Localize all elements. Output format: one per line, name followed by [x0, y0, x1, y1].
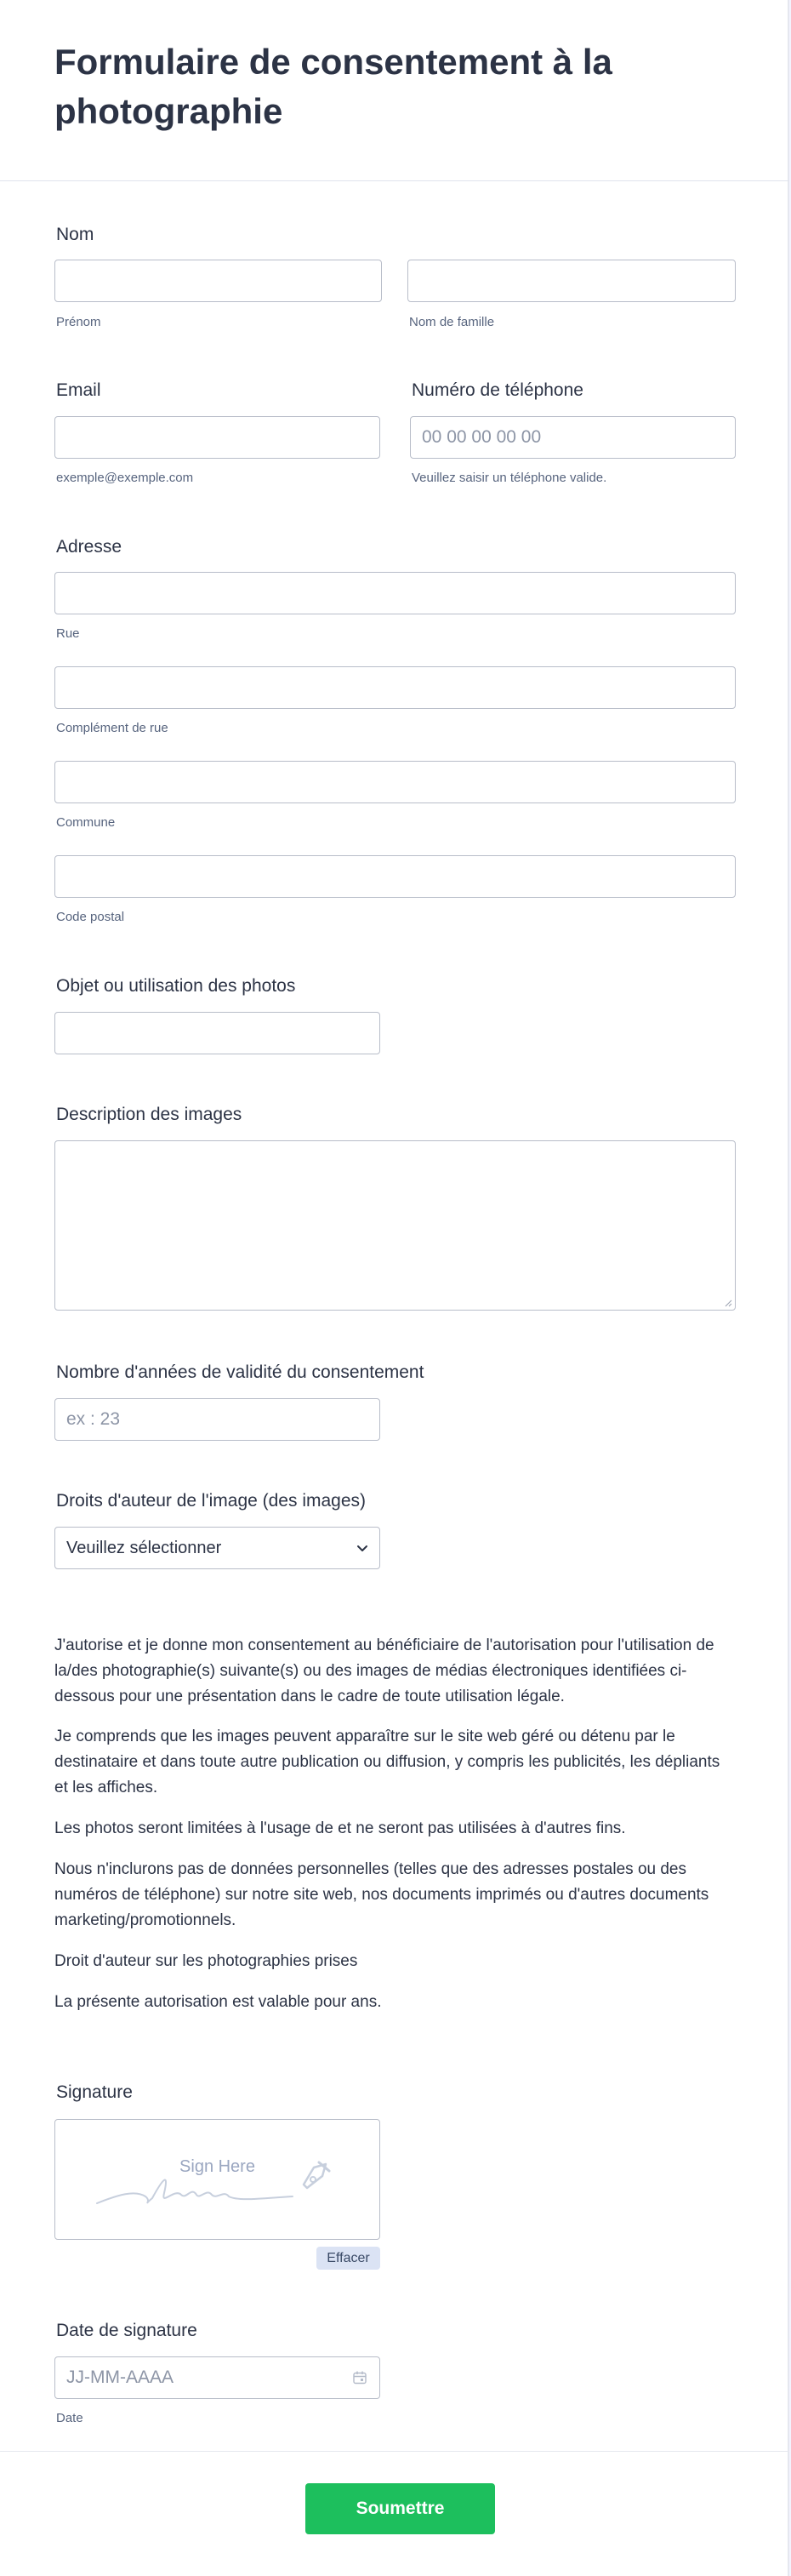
signature-hint: Sign Here — [179, 2157, 255, 2176]
email-label: Email — [56, 380, 101, 400]
description-label: Description des images — [56, 1105, 242, 1124]
city-input[interactable] — [54, 761, 736, 803]
last-name-input[interactable] — [407, 260, 736, 302]
purpose-input[interactable] — [54, 1012, 380, 1054]
email-input[interactable] — [54, 416, 380, 459]
years-input[interactable] — [54, 1398, 380, 1441]
zip-input[interactable] — [54, 855, 736, 898]
submit-button[interactable]: Soumettre — [305, 2483, 495, 2534]
name-label: Nom — [56, 225, 94, 244]
phone-sublabel: Veuillez saisir un téléphone valide. — [412, 471, 607, 485]
consent-paragraph-6: La présente autorisation est valable pour ans. — [54, 1993, 382, 2011]
street2-sublabel: Complément de rue — [56, 721, 168, 735]
form-header — [0, 0, 789, 181]
copyright-label: Droits d'auteur de l'image (des images) — [56, 1491, 367, 1511]
purpose-label: Objet ou utilisation des photos — [56, 976, 296, 996]
consent-paragraph-2: Je comprends que les images peuvent apparaître sur le site web géré ou détenu par le destinataire et dans toute autre publication ou diffusion, y compris les publicités, les dépliants et les affiches. — [54, 1728, 720, 1796]
address-label: Adresse — [56, 537, 122, 557]
first-name-sublabel: Prénom — [56, 315, 101, 329]
first-name-input[interactable] — [54, 260, 382, 302]
sign-date-input[interactable] — [54, 2356, 380, 2399]
chevron-down-icon — [356, 1541, 369, 1555]
years-placeholder: ex : 23 — [66, 1409, 121, 1429]
consent-paragraph-5: Droit d'auteur sur les photographies prises — [54, 1952, 358, 1970]
copyright-selected: Veuillez sélectionner — [66, 1539, 222, 1557]
page-title: Formulaire de consentement à la photographie — [54, 42, 612, 131]
sign-date-label: Date de signature — [56, 2321, 197, 2340]
clear-signature-button[interactable]: Effacer — [316, 2247, 380, 2270]
sign-date-placeholder: JJ-MM-AAAA — [66, 2368, 174, 2387]
signature-label: Signature — [56, 2082, 133, 2102]
copyright-select[interactable] — [54, 1527, 380, 1569]
years-label: Nombre d'années de validité du consentement — [56, 1362, 424, 1382]
footer-divider — [0, 2451, 789, 2452]
email-sublabel: exemple@exemple.com — [56, 471, 194, 485]
calendar-icon[interactable] — [352, 2370, 367, 2385]
street2-input[interactable] — [54, 666, 736, 709]
pen-nib-icon — [297, 2159, 334, 2193]
phone-label: Numéro de téléphone — [412, 380, 583, 400]
zip-sublabel: Code postal — [56, 910, 125, 924]
signature-pad[interactable] — [54, 2119, 380, 2240]
sign-date-sublabel: Date — [56, 2411, 83, 2425]
phone-input[interactable] — [410, 416, 736, 459]
consent-paragraph-1: J'autorise et je donne mon consentement au bénéficiaire de l'autorisation pour l'utilisation de la/des photographie(s) suivante(s) ou des images de médias électroniques identifiées ci-dessous pour une présentation dans le cadre de toute utilisation légale. — [54, 1636, 714, 1705]
street-sublabel: Rue — [56, 626, 80, 641]
city-sublabel: Commune — [56, 815, 116, 830]
consent-paragraph-4: Nous n'inclurons pas de données personnelles (telles que des adresses postales ou des numéros de téléphone) sur notre site web, nos documents imprimés ou d'autres documents marketing/promotionnels. — [54, 1860, 709, 1929]
last-name-sublabel: Nom de famille — [409, 315, 495, 329]
description-textarea[interactable] — [54, 1140, 736, 1311]
street-input[interactable] — [54, 572, 736, 614]
consent-paragraph-3: Les photos seront limitées à l'usage de et ne seront pas utilisées à d'autres fins. — [54, 1819, 626, 1837]
phone-placeholder: 00 00 00 00 00 — [422, 427, 542, 447]
resize-handle-icon[interactable] — [724, 1299, 732, 1307]
